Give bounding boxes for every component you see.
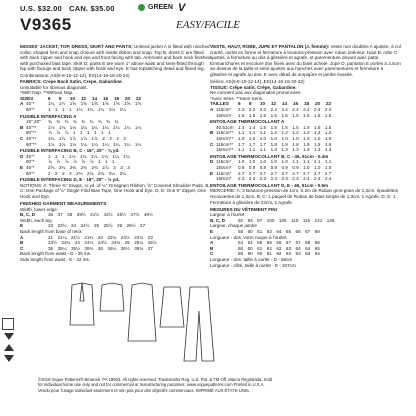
measurement-row (20, 257, 211, 263)
size-label: 6 (48, 95, 51, 101)
yardage-row: FUSIBLE INTERFACING B, C - 18", 20" - ⅜ yd. (20, 148, 120, 154)
right-ne-convient: Ne convient pas aux diagonales prononcées. (210, 90, 302, 96)
yardage-row: ENTOILAGE THERMOCOLLANT D, E - 46, 51cm - 0.5m (210, 182, 329, 188)
measurement-values: 23½ 23¾ 24 24¼ 24½ 24¾ 25 25¼ 25½ (48, 240, 157, 246)
measurement-label: E (210, 229, 214, 234)
fabric-width: 150cm** (216, 136, 234, 141)
left-unsuitable: Unsuitable for obvious diagonals. (20, 84, 88, 90)
size-label: 22 (136, 95, 142, 101)
fabric-width: 60"* (26, 107, 35, 113)
green-dot-icon (138, 4, 145, 11)
pattern-line: EASY/FACILE (176, 19, 240, 31)
top-drawing (100, 283, 124, 311)
yardage-row: ENTOILAGE THERMOCOLLANT A (210, 119, 285, 125)
measurement-values: 89 90 90 91 92 92 93 93 94 (238, 251, 320, 257)
yardage-values: 1¾ 1⅞ 1⅞ 1⅞ 1⅞ 2 2 2 2 (48, 136, 126, 141)
left-markers (2, 318, 16, 366)
left-description: Unlined jacket A is fitted with notched collar, shaped hem and snap closure with inside ribbon and snap. Top B, dress C are fitted with back zipper and hook and eye and front facing with tab. Armholes and back neck finished with purchased bias tape. Skirt D, pants E are worn 1" above waist and semi-fitted through hip with facings and back zipper with hook and eye. E has topstitching detail and flared leg. (20, 44, 211, 72)
left-fabrics: FABRICS: Crepe Back Satin, Crepe, Gabardine. (20, 79, 123, 85)
measurement-values: 36 37 38 39½ 41½ 43½ 45½ 47½ 49½ (48, 212, 153, 218)
color-letter: V (178, 2, 186, 14)
size-label: 20 (125, 95, 131, 101)
measurement-values: 54 54 55 55 56 57 57 58 58 (238, 240, 320, 246)
view-letter: D (210, 159, 214, 165)
size-label: 6 (238, 101, 241, 107)
size-label: 12 (81, 95, 87, 101)
jacket-drawing (70, 283, 94, 325)
view-letter: C (210, 141, 214, 147)
yardage-values: 1.5 1.5 1.5 1.5 1.5 1.5 1.5 1.5 1.5 (238, 112, 332, 118)
yardage-values: ¾ ¾ ¾ ¾ ¾ ¾ ¾ ¾ ¾ (48, 119, 119, 125)
size-label: 10 (260, 101, 266, 107)
fabric-width: 60"* (26, 159, 35, 165)
view-letter: E (210, 170, 214, 176)
square-marker-icon (2, 318, 14, 330)
fabric-width: 60"** (26, 130, 37, 136)
view-letter: B (210, 130, 214, 136)
view-letter: E (20, 164, 24, 170)
view-letter: D (20, 153, 24, 159)
footer-line-3: Vendu pour l'usage individuel seulement et non pas pour des objectifs commerciaux. IMPRIMÉ AUX ÉTATS-UNIS. (38, 387, 250, 393)
measurement-label: A (20, 234, 24, 240)
pattern-number: V9365 (20, 15, 72, 34)
measurement-label: Side length from waist - E - 42 ins. (20, 256, 90, 262)
fabric-width: 150cm* (216, 176, 232, 182)
measurement-label: Longueur - dos, taille à ourlet - D - 66cm (210, 256, 293, 262)
measurement-label: B, C, D (210, 217, 226, 223)
right-sens: *Avec Sens. **Sans Sens. (210, 95, 264, 101)
triangle-down-icon-2 (4, 355, 14, 362)
price-line (20, 4, 120, 13)
right-sizes-label: TAILLES (210, 101, 229, 107)
garment-line-drawings (68, 281, 216, 365)
yardage-values: ⅞ ⅞ ⅞ ⅞ ⅞ ⅞ 1 1 1 (48, 159, 115, 165)
english-column (20, 44, 211, 263)
fabric-width: 150cm* (216, 164, 232, 170)
measurement-label: E (20, 223, 24, 229)
measurement-label: Width, lower edge (20, 206, 57, 212)
yardage-row: ENTOILAGE THERMOCOLLANT B, C - 46, 51cm - 0.4m (210, 153, 329, 159)
footer-line-1: ©2019 Vogue Patterns® Beranek, PA 18603. All rights reserved. Trademarks Reg. U.S. Pat. & TM Off. Marca Registrada. Sold (38, 377, 273, 382)
price-can: CAN. $35.00 (69, 4, 115, 13)
fabric-width: 46,51cm (216, 124, 234, 130)
size-label: 18 (304, 101, 310, 107)
yardage-values: 1.4 1.4 1.5 1.5 1.5 1.5 1.5 1.5 1.5 (238, 124, 332, 130)
measurement-label: A (210, 240, 214, 246)
yardage-row: FUSIBLE INTERFACING D, E - 18", 20" - ½ yd. (20, 177, 120, 183)
fabric-width: 45"** (26, 124, 37, 130)
yardage-row (20, 142, 211, 148)
yardage-values: 1.0 1.0 1.0 1.0 1.0 1.1 1.1 1.1 1.1 (238, 159, 332, 165)
measurement-label: Longueur - côté, taille à ourlet - E - 107cm (210, 262, 296, 268)
view-letter: A (210, 107, 214, 113)
size-label: 12 (271, 101, 277, 107)
yardage-values: 1.0 1.0 1.0 1.0 1.0 1.0 1.0 1.0 1.0 (238, 136, 332, 141)
yardage-values: ⅞ ⅞ ⅞ 1 1 1 1 1 1 (48, 130, 111, 136)
measurement-label: Width, each leg (20, 217, 52, 223)
yardage-values: 1.1 1.1 1.1 1.3 1.3 1.3 1.3 1.3 1.3 (238, 147, 332, 153)
yardage-values: 1.1 1.1 1.1 1.2 1.2 1.2 1.2 1.2 1.2 (238, 130, 332, 136)
color-label: GREEN (148, 4, 173, 11)
yardage-values: 2.7 2.7 2.7 2.7 2.7 2.7 2.7 2.7 2.7 (238, 170, 332, 176)
yardage-values: 1⅛ 1⅛ 1⅛ 1¼ 1¼ 1¼ 1¼ 1¼ 1¼ (48, 124, 142, 130)
measurement-values: 35 35¼ 35½ 35¾ 36 36¼ 36½ 36¾ 37 (48, 245, 153, 251)
yardage-row (20, 107, 211, 113)
fabric-width: 150cm** (216, 147, 234, 153)
measurement-label: B (20, 240, 24, 246)
measurement-row (210, 263, 401, 269)
triangle-up-icon (4, 344, 14, 351)
triangle-down-icon (4, 333, 14, 340)
fabric-width: 45"** (26, 136, 37, 141)
left-nap: *With Nap. **Without Nap. (20, 90, 74, 96)
skirt-drawing (160, 287, 184, 327)
fabric-width: 18",20" (26, 119, 41, 125)
fabric-width: 60"* (26, 170, 35, 176)
left-notions: NOTIONS: A: Three ⅜" Snaps, ⅛ yd. of ¼" Grosgrain Ribbon, ⅝" Covered Shoulder Pads. B, C: One Package of ½" Single Fold Bias Tape, One Hook and Eye. D, E: One 9" Zipper, One Hook and Eye. (20, 182, 210, 199)
french-column (210, 44, 401, 268)
yardage-values: 1 1 1 1⅛ 1⅛ 1⅛ 1⅛ 1¼ 1¼ (48, 153, 130, 159)
size-label: 8 (249, 101, 252, 107)
dress-drawing (128, 283, 156, 341)
yardage-row (210, 147, 401, 153)
yardage-values: 1¼ 1½ 1⅝ 1⅝ 1⅝ 1⅝ 1⅝ 1⅝ 1⅝ (48, 101, 142, 107)
size-label: 22 (326, 101, 332, 107)
measurement-label: B, C, D (20, 212, 36, 218)
fabric-width: 45"* (26, 153, 35, 159)
fabric-width: 115cm* (216, 159, 232, 165)
yardage-row (210, 176, 401, 182)
view-letter: C (20, 136, 24, 141)
measurement-label: Largeur, chaque jambe (210, 223, 257, 229)
measurement-label: C (210, 251, 214, 257)
size-label: 10 (70, 95, 76, 101)
fabric-width: 115cm** (216, 130, 234, 136)
left-yardage-table (20, 101, 211, 182)
size-label: 20 (315, 101, 321, 107)
measurement-values: 92 94 97 100 105 110 116 121 126 (238, 217, 335, 223)
size-label: 16 (103, 95, 109, 101)
size-label: 16 (293, 101, 299, 107)
measurement-values: 23 23½ 24 24½ 25 25½ 26 26½ 27 (48, 223, 146, 229)
measurement-values: 21 21¼ 21½ 21¾ 22 22¼ 22½ 22¾ 23 (48, 234, 153, 240)
fabric-width: 115cm* (216, 107, 232, 113)
yardage-values: 2 2 2 2 2⅛ 2⅛ 2⅛ 2¼ 2¼ (48, 170, 126, 176)
header (20, 4, 400, 44)
right-description: Veste non doublée A ajustée, à col cranté, ourlet en forme et fermeture à boutons-pression avec ruban intérieur. Haut B, robe C ajustés, à fermeture au dos à glissière et agrafe, et parementure devant avec patte. Emmanchures et encolure dos finies avec du biais acheté. Jupe D, pantalon E portés à 2,5cm au-dessus de la taille et semi-ajustés aux hanches avec parementures et fermeture à glissière et agrafe au dos. E avec détail de surpiqûre et jambe évasée. (210, 44, 401, 77)
fabric-width: 45"* (26, 101, 35, 107)
measurement-label: Largeur à l'ourlet (210, 212, 245, 218)
view-letter: B (20, 124, 24, 130)
measurement-label: B (210, 245, 214, 251)
yardage-values: 0.9 0.9 0.9 0.9 0.9 0.9 1.0 1.0 1.0 (238, 164, 332, 170)
size-label: 14 (282, 101, 288, 107)
left-finished-title: FINISHED GARMENT MEASUREMENTS (20, 201, 107, 207)
size-label: 14 (92, 95, 98, 101)
size-label: 8 (59, 95, 62, 101)
measurement-label: C (20, 245, 24, 251)
measurement-label: Back length from base of neck (20, 229, 82, 234)
measurement-label: Back length from waist - D - 26 ins. (20, 251, 92, 257)
pants-drawing (184, 287, 214, 361)
fabric-width: 115cm** (216, 141, 234, 147)
left-title: MISSES' JACKET, TOP, DRESS, SKIRT AND PANTS: (20, 44, 133, 49)
right-series: Séries: AS(6-8-10-12-14), ES(14-16-18-20-22) (210, 79, 305, 85)
yardage-row (20, 171, 211, 177)
yardage-values: 2.3 2.3 2.3 2.4 2.4 2.4 2.4 2.4 2.4 (238, 107, 332, 113)
right-mercerie: MERCERIE: A: 3 Boutons-pression de 1cm, 0,2m de Ruban gros-grain de 1,3cm, épaulettes recouvertes de 1,3cm. B, C: 1 paquet de Ruban de biais simple de 1,3cm, 1 Agrafe. D, E: 1 Fermeture à glissière de 23cm, 1 Agrafe. (210, 188, 398, 205)
fabric-width: 115cm* (216, 170, 232, 176)
left-measurements-table (20, 207, 211, 263)
footer (20, 377, 400, 409)
fabric-width: 150cm* (216, 112, 232, 118)
left-sizes-label: SIZES (20, 95, 34, 101)
measurement-label: Longueur - dos, votre nuque à l'ourlet (210, 234, 287, 240)
footer-line-2: for individual home use only and not for commercial or manufacturing purposes. www.voguepatterns.com Printed in U.S.A. (38, 382, 265, 388)
right-tissus: TISSUS: Crêpe satin, Crêpe, Gabardine. (210, 84, 297, 90)
yardage-values: 1⅛ 1⅛ 1⅛ 1⅛ 1¼ 1¼ 1¼ 1¼ 1¼ (48, 141, 142, 147)
right-mesures-title: MESURES DU VÊTEMENT FINI (210, 206, 277, 212)
right-measurements-table (210, 212, 401, 268)
yardage-row: FUSIBLE INTERFACING A (20, 113, 77, 119)
view-letter: A (20, 101, 24, 107)
yardage-values: 2⅝ 2¾ 2¾ 2¾ 2¾ 2⅞ 3 3 3 (48, 164, 130, 170)
yardage-values: 1 1 1 1 1¼ 1¼ 1¼ 1¼ 1¼ (48, 107, 126, 113)
measurement-values: 60 60 61 62 62 63 64 64 65 (238, 245, 320, 251)
size-label: 18 (114, 95, 120, 101)
right-title: VESTE, HAUT, ROBE, JUPE ET PANTALON (J. femme): (210, 44, 330, 49)
left-combinations: Combinations: AS(6-8-10-12-14), ES(14-16-18-20-22) (20, 73, 130, 79)
yardage-values: 2.3 2.3 2.3 2.3 2.3 2.4 2.4 2.4 2.4 (238, 176, 332, 182)
yardage-values: 1.7 1.7 1.7 1.8 1.8 1.8 1.9 1.9 1.9 (238, 141, 332, 147)
color-code (138, 4, 173, 11)
fabric-width: 45"* (26, 164, 35, 170)
fabric-width: 60"** (26, 141, 37, 147)
yardage-row (210, 113, 401, 119)
price-us: U.S. $32.00 (20, 4, 62, 13)
right-yardage-table (210, 107, 401, 188)
measurement-values: 58 60 61 62 64 65 66 67 69 (238, 229, 320, 234)
